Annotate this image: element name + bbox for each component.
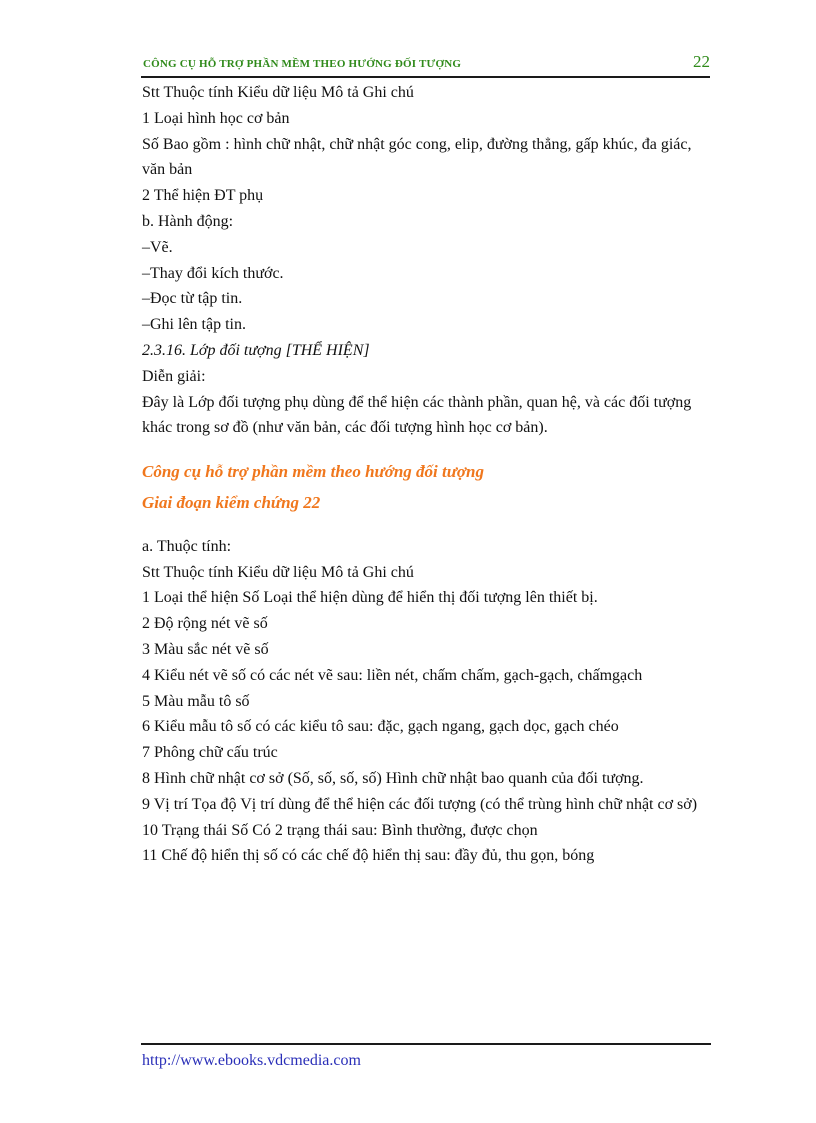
footer-link[interactable]: http://www.ebooks.vdcmedia.com xyxy=(142,1052,361,1069)
section-heading: 2.3.16. Lớp đối tượng [THỂ HIỆN] xyxy=(142,341,370,359)
table-row: 3 Màu sắc nét vẽ số xyxy=(142,640,269,658)
list-item: –Thay đổi kích thước. xyxy=(142,264,284,282)
text-line: Stt Thuộc tính Kiểu dữ liệu Mô tả Ghi chú xyxy=(142,84,414,101)
page-header xyxy=(141,52,710,78)
table-row: 2 Độ rộng nét vẽ số xyxy=(142,615,268,633)
text-line: Số Bao gồm : hình chữ nhật, chữ nhật góc cong, elip, đường thẳng, gấp khúc, đa giác, văn bản xyxy=(142,135,692,179)
orange-heading: Công cụ hỗ trợ phần mềm theo hướng đối tượng xyxy=(142,462,485,482)
footer-divider xyxy=(141,1043,711,1045)
table-row: 1 Loại thể hiện Số Loại thể hiện dùng để hiển thị đối tượng lên thiết bị. xyxy=(142,589,598,607)
paragraph: Đây là Lớp đối tượng phụ dùng để thể hiện các thành phần, quan hệ, và các đối tượng khác trong sơ đồ (như văn bản, các đối tượng hình học cơ bản). xyxy=(142,393,692,437)
table-row: 7 Phông chữ cấu trúc xyxy=(142,744,278,762)
text-line: 1 Loại hình học cơ bản xyxy=(142,109,290,127)
text-line: b. Hành động: xyxy=(142,212,234,230)
table-row: 4 Kiểu nét vẽ số có các nét vẽ sau: liền nét, chấm chấm, gạch-gạch, chấmgạch xyxy=(142,666,643,684)
table-row: 9 Vị trí Tọa độ Vị trí dùng để thể hiện các đối tượng (có thể trùng hình chữ nhật cơ sở) xyxy=(142,795,698,813)
table-row: 10 Trạng thái Số Có 2 trạng thái sau: Bình thường, được chọn xyxy=(142,821,538,839)
text-line: Stt Thuộc tính Kiểu dữ liệu Mô tả Ghi chú xyxy=(142,563,414,581)
orange-heading: Giai đoạn kiểm chứng 22 xyxy=(142,492,321,512)
header-title: CÔNG CỤ HỖ TRỢ PHẦN MỀM THEO HƯỚNG ĐỐI TƯỢNG xyxy=(143,58,462,70)
table-row: 5 Màu mẫu tô số xyxy=(142,692,250,710)
page-number: 22 xyxy=(693,52,710,71)
document-body xyxy=(142,80,714,869)
text-line: 2 Thể hiện ĐT phụ xyxy=(142,187,264,205)
list-item: –Đọc từ tập tin. xyxy=(142,290,243,308)
text-line: Diễn giải: xyxy=(142,367,206,385)
list-item: –Vẽ. xyxy=(142,238,173,256)
table-row: 8 Hình chữ nhật cơ sở (Số, số, số, số) Hình chữ nhật bao quanh của đối tượng. xyxy=(142,769,644,787)
text-line: a. Thuộc tính: xyxy=(142,537,232,555)
table-row: 6 Kiểu mẫu tô số có các kiểu tô sau: đặc, gạch ngang, gạch dọc, gạch chéo xyxy=(142,718,619,736)
table-row: 11 Chế độ hiển thị số có các chế độ hiển thị sau: đầy đủ, thu gọn, bóng xyxy=(142,847,595,865)
list-item: –Ghi lên tập tin. xyxy=(142,316,246,334)
